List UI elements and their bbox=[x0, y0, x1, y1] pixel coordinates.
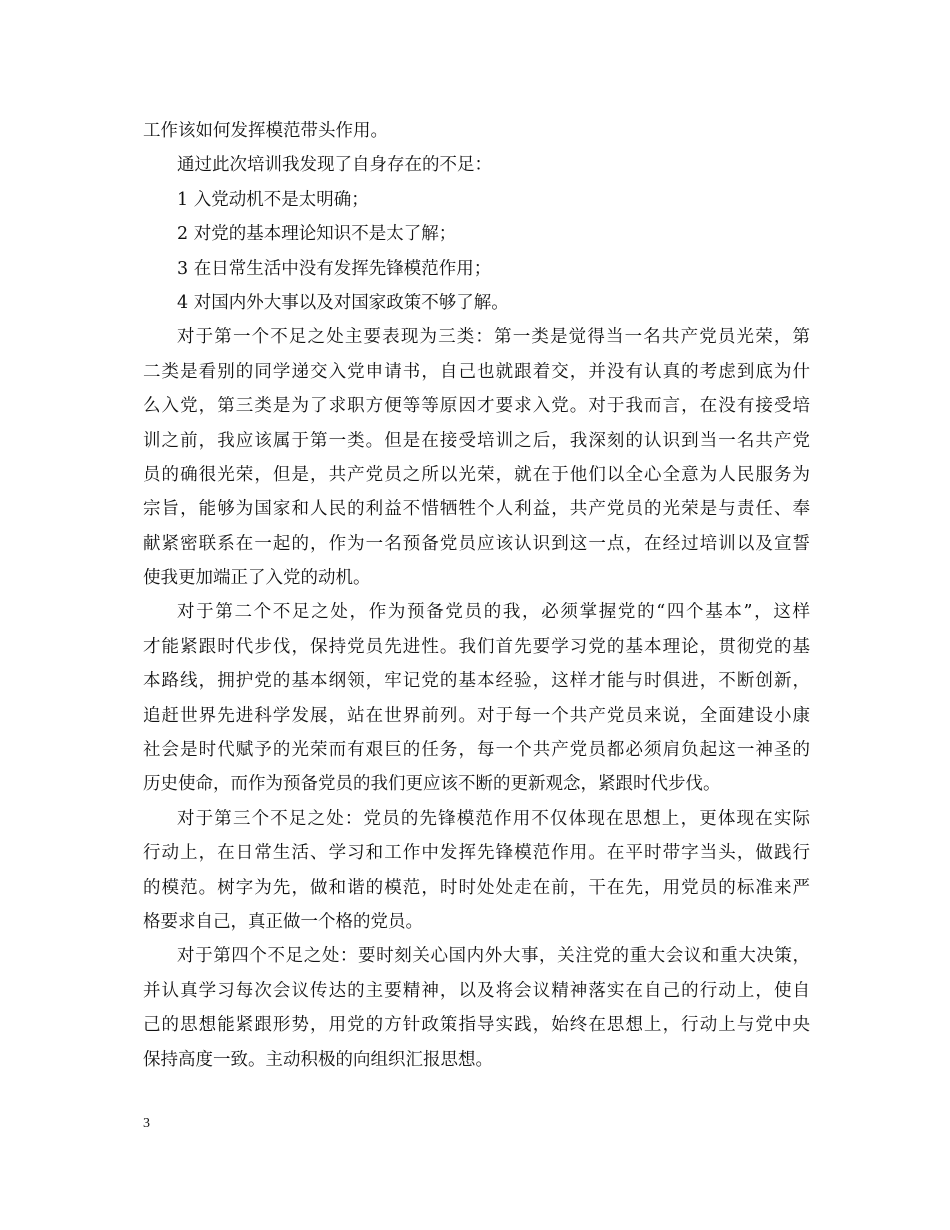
paragraph-line: 使我更加端正了入党的动机。 bbox=[143, 568, 371, 589]
list-item: 3 在日常生活中没有发挥先锋模范作用； bbox=[177, 258, 492, 279]
list-item: 1 入党动机不是太明确； bbox=[177, 189, 369, 210]
paragraph-line: 二类是看别的同学递交入党申请书，自己也就跟着交，并没有认真的考虑到底为什 bbox=[143, 361, 810, 382]
paragraph-line: 么入党，第三类是为了求职方便等等原因才要求入党。对于我而言，在没有接受培 bbox=[143, 396, 810, 417]
paragraph-line: 对于第四个不足之处：要时刻关心国内外大事，关注党的重大会议和重大决策， bbox=[177, 946, 810, 967]
paragraph-line: 追赶世界先进科学发展，站在世界前列。对于每一个共产党员来说，全面建设小康 bbox=[143, 705, 810, 726]
list-item: 4 对国内外大事以及对国家政策不够了解。 bbox=[177, 292, 509, 313]
paragraph-line: 己的思想能紧跟形势，用党的方针政策指导实践，始终在思想上，行动上与党中央 bbox=[143, 1015, 810, 1036]
paragraph-line: 员的确很光荣，但是，共产党员之所以光荣，就在于他们以全心全意为人民服务为 bbox=[143, 464, 810, 485]
paragraph-line: 本路线，拥护党的基本纲领，牢记党的基本经验，这样才能与时俱进，不断创新， bbox=[143, 671, 810, 692]
paragraph-line: 社会是时代赋予的光荣而有艰巨的任务，每一个共产党员都必须肩负起这一神圣的 bbox=[143, 740, 810, 761]
paragraph-line: 的模范。树字为先，做和谐的模范，时时处处走在前，干在先，用党员的标准来严 bbox=[143, 877, 810, 898]
paragraph-line: 宗旨，能够为国家和人民的利益不惜牺牲个人利益，共产党员的光荣是与责任、奉 bbox=[143, 499, 810, 520]
page-number: 3 bbox=[143, 1116, 150, 1131]
paragraph-line: 对于第三个不足之处：党员的先锋模范作用不仅体现在思想上，更体现在实际 bbox=[177, 808, 810, 829]
paragraph-line: 对于第二个不足之处，作为预备党员的我，必须掌握党的“四个基本”，这样 bbox=[177, 602, 810, 623]
paragraph-line: 保持高度一致。主动积极的向组织汇报思想。 bbox=[143, 1049, 493, 1070]
paragraph-line: 历史使命，而作为预备党员的我们更应该不断的更新观念，紧跟时代步伐。 bbox=[143, 774, 721, 795]
document-body bbox=[143, 114, 810, 1077]
paragraph-line: 行动上，在日常生活、学习和工作中发挥先锋模范作用。在平时带字当头，做践行 bbox=[143, 843, 810, 864]
paragraph-line: 训之前，我应该属于第一类。但是在接受培训之后，我深刻的认识到当一名共产党 bbox=[143, 430, 810, 451]
paragraph-line: 献紧密联系在一起的，作为一名预备党员应该认识到这一点，在经过培训以及宣誓 bbox=[143, 533, 810, 554]
paragraph-line: 才能紧跟时代步伐，保持党员先进性。我们首先要学习党的基本理论，贯彻党的基 bbox=[143, 636, 810, 657]
list-item: 2 对党的基本理论知识不是太了解； bbox=[177, 224, 457, 245]
paragraph-line: 并认真学习每次会议传达的主要精神，以及将会议精神落实在自己的行动上，使自 bbox=[143, 980, 810, 1001]
text-line: 工作该如何发挥模范带头作用。 bbox=[143, 121, 388, 141]
text-line: 通过此次培训我发现了自身存在的不足： bbox=[177, 155, 492, 176]
paragraph-line: 对于第一个不足之处主要表现为三类：第一类是觉得当一名共产党员光荣，第 bbox=[177, 327, 810, 348]
paragraph-line: 格要求自己，真正做一个格的党员。 bbox=[143, 911, 423, 932]
